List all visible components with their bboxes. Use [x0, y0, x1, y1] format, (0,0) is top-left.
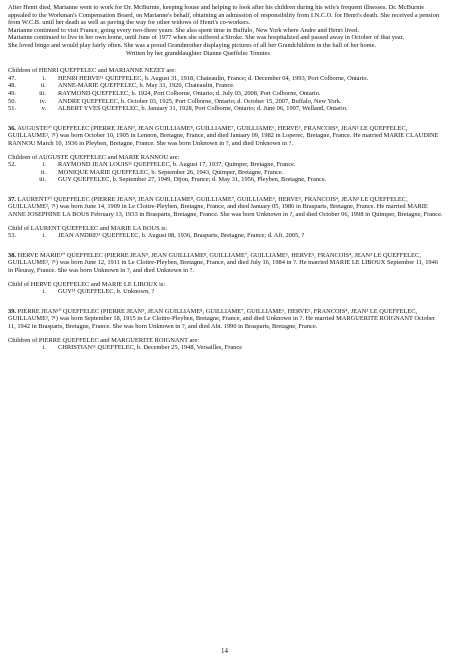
- child-row: [8, 344, 443, 352]
- child-text: ANDRE QUEFFELEC, b. October 03, 1925, Port Colborne, Ontario; d. October 15, 2007, Buffalo, New York.: [58, 97, 342, 105]
- child-row: [8, 288, 443, 296]
- child-roman: ii.: [40, 82, 46, 90]
- children-heading: Child of LAURENT QUEFFELEC and MARIE LA BOUS is:: [8, 224, 168, 232]
- genealogy-entry: [8, 196, 443, 219]
- child-roman: ii.: [40, 168, 46, 176]
- children-heading: Children of AUGUSTE QUEFFELEC and MARIE RANNOU are:: [8, 153, 180, 161]
- child-number: 48.: [8, 82, 16, 90]
- children-heading: Child of HERVE QUEFFELEC and MARIE LE LIBOUX is:: [8, 280, 166, 288]
- intro-block: [8, 4, 443, 57]
- child-number: 49.: [8, 89, 16, 97]
- intro-paragraph: She loved bingo and would play fairly often. She was a proud Grandmother displaying pictures of all her Grandchildren in the hall of her home.: [8, 41, 377, 49]
- entry-number: 37.: [8, 195, 16, 203]
- genealogy-entry: [8, 252, 443, 275]
- child-text: CHRISTIAN¹¹ QUEFFELEC, b. December 25, 1948, Versailles, France: [58, 344, 243, 352]
- child-row: [8, 169, 443, 177]
- child-number: 50.: [8, 97, 16, 105]
- entry-number: 36.: [8, 124, 16, 132]
- child-row: [8, 176, 443, 184]
- child-roman: v.: [41, 105, 46, 113]
- child-number: 52.: [8, 161, 16, 169]
- entry-text: LAURENT¹⁰ QUEFFELEC (PIERRE JEAN⁹, JEAN GUILLIAME⁸, GUILLIAME⁷, GUILLIAME⁶, HERVE⁵, FRANCOIS⁴, JEAN³ LE QUEFFELEC, GUILLAUME², ?¹) was born June 14, 1909 in Le Cloitre-Pleyben, Bretagne, France, and died January 05, 1986 in Brasparts, Bretagne, France. He married MARIE ANNE JOSEPHINE LA BOUS February 13, 1933 in Brasparts, Bretagne, France. She was born Unknown in ?, and died October 06, 1998 in Quimper, Bretagne, France.: [8, 195, 443, 219]
- child-roman: i.: [42, 344, 46, 352]
- child-roman: i.: [42, 161, 46, 169]
- genealogy-entry: [8, 308, 443, 331]
- intro-paragraph: Marianne continued to visit France, going every two-three years. She also spent time in Buffalo, New York where Andre and Henri lived.: [8, 26, 359, 34]
- child-number: 51.: [8, 105, 16, 113]
- child-text: MONIQUE MARIE QUEFFELEC, b. September 26, 1943, Quimper, Bretagne, France.: [58, 168, 284, 176]
- child-text: GUY QUEFFELEC, b. September 27, 1949, Dijon, France; d. May 31, 1956, Pleyben, Bretagne, France.: [58, 176, 327, 184]
- child-text: ALBERT YVES QUEFFELEC, b. January 31, 1928, Port Colborne, Ontario; d. June 06, 1997, Welland, Ontario.: [58, 105, 348, 113]
- child-roman: i.: [42, 288, 46, 296]
- child-roman: i.: [42, 232, 46, 240]
- child-roman: iii.: [39, 176, 46, 184]
- entry-number: 38.: [8, 251, 16, 259]
- child-row: [8, 161, 443, 169]
- child-number: 47.: [8, 74, 16, 82]
- page-number: 14: [221, 647, 228, 655]
- child-text: JEAN ANDRE¹¹ QUEFFELEC, b. August 08, 1936, Brasparts, Bretagne, France; d. Aft. 2005, ?: [58, 232, 305, 240]
- children-heading: Children of PIERRE QUEFFELEC and MARGUERITE ROIGNANT are:: [8, 336, 200, 344]
- child-text: GUY¹¹ QUEFFELEC, b. Unknown, ?: [58, 288, 155, 296]
- child-text: RAYMOND QUEFFELEC, b. 1924, Port Colborne, Ontario; d. July 03, 2008, Port Colborne, Ontario.: [58, 89, 321, 97]
- child-text: RAYMOND JEAN LOUIS¹¹ QUEFFELEC, b. August 17, 1937, Quimper, Bretagne, France.: [58, 161, 296, 169]
- child-row: [8, 98, 443, 106]
- entry-text: HERVE MARIE¹⁰ QUEFFELEC (PIERRE JEAN⁹, JEAN GUILLIAME⁸, GUILLIAME⁷, GUILLIAME⁶, HERVE⁵, FRANCOIS⁴, JEAN³ LE QUEFFELEC, GUILLAUME², ?¹) was born June 12, 1911 in Le Cloitre-Pleyben, Bretagne, France, and died July 16, 1984 in ?. He married MARIE LE LIBOUX September 11, 1946 in Pleuray, France. She was born Unknown in ?, and died Unknown in ?.: [8, 251, 439, 275]
- signature: Written by her granddaughter Dianne Queffelec Tonnies: [126, 49, 270, 57]
- intro-paragraph: After Henri died, Marianne went to work for Dr. McBurnie, keeping house and helping to look after his children during his wife's frequent illnesses. Dr. McBurnie appealed to the Workman's Compensation Board, on Marianne's behalf, obtaining an admission of responsibility from I.N.C.O. for Henri's death. She received a pension from W.C.B. until her death as well as paving the way for other widows of Henri's co-workers.: [8, 4, 440, 27]
- entry-number: 39.: [8, 307, 16, 315]
- child-row: [8, 232, 443, 240]
- entry-text: PIERRE JEAN¹⁰ QUEFFELEC (PIERRE JEAN⁹, JEAN GUILLIAME⁸, GUILLIAME⁷, GUILLIAME⁶, HERVE⁵, FRANCOIS⁴, JEAN³ LE QUEFFELEC, GUILLAUME², ?¹) was born September 18, 1915 in Le Cloitre-Pleyben, Bretagne, France, and died Unknown in ?. He married MARGUERITE ROIGNANT October 11, 1942 in Brasparts, Bretagne, France. She was born Unknown in ?, and died Abt. 1990 in Brasparts, Bretagne, France.: [8, 307, 435, 330]
- child-text: HENRI HERVE¹¹ QUEFFELEC, b. August 31, 1918, Chateaulin, France; d. December 04, 1993, Port Colborne, Ontario.: [58, 74, 369, 82]
- entry-text: AUGUSTE¹⁰ QUEFFELEC (PIERRE JEAN⁹, JEAN GUILLIAME⁸, GUILLIAME⁷, GUILLIAME⁶, HERVE⁵, FRANCOIS⁴, JEAN³ LE QUEFFELEC, GUILLAUME², ?¹) was born October 10, 1905 in Lennon, Bretagne, France, and died January 09, 1982 in Loperec, Bretagne, France. He married MARIE CLAUDINE RANNOU March 10, 1936 in Pleyben, Bretagne, France. She was born Unknown in ?, and died Unknown in ?.: [8, 124, 439, 147]
- child-row: [8, 105, 443, 113]
- child-roman: iv.: [39, 97, 46, 105]
- child-row: [8, 75, 443, 83]
- child-number: 53.: [8, 232, 16, 240]
- child-row: [8, 82, 443, 90]
- child-roman: iii.: [39, 89, 46, 97]
- child-text: ANNE-MARIE QUEFFELEC, b. May 31, 1920, Chateaulin, France.: [58, 82, 235, 90]
- genealogy-entry: [8, 125, 443, 148]
- intro-paragraph: Marianne continued to live in her own home, until June of 1977 when she suffered a Stroke. She was hospitalized and passed away in October of that year.: [8, 34, 404, 42]
- children-heading: Children of HENRI QUEFFELEC and MARIANNE NEZET are:: [8, 67, 176, 75]
- child-row: [8, 90, 443, 98]
- child-roman: i.: [42, 74, 46, 82]
